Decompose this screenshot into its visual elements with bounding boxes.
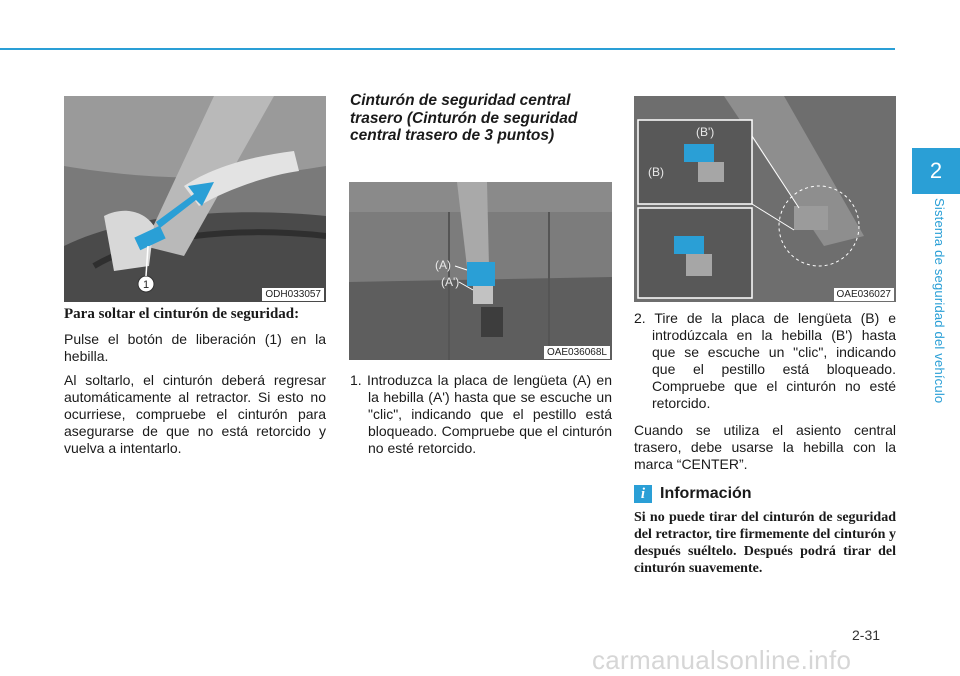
chapter-side-title: Sistema de seguridad del vehículo	[932, 198, 947, 404]
center-belt-heading: Cinturón de seguridad central trasero (Cinturón de seguridad central trasero de 3 puntos)	[350, 92, 578, 144]
info-header	[634, 485, 896, 503]
buckle-insert-illustration	[634, 96, 896, 302]
figure-center-belt-buckle	[349, 182, 612, 360]
chapter-tab: 2	[912, 148, 960, 194]
release-heading: Para soltar el cinturón de seguridad:	[64, 306, 300, 322]
step-2: 2. Tire de la placa de lengüeta (B) e introdúzcala en la hebilla (B') hasta que se escuche un "clic", indicando que el pestillo está bloqueado. Compruebe que el cinturón no esté retorcido.	[634, 310, 896, 411]
step-1: 1. Introduzca la placa de lengüeta (A) en la hebilla (A') hasta que se escuche un "clic", indicando que el pestillo está bloqueado. Compruebe que el cinturón no esté retorcido.	[350, 372, 612, 456]
label-b: (B)	[648, 165, 664, 179]
figure-code: OAE036027	[834, 288, 895, 301]
release-paragraph-2: Al soltarlo, el cinturón deberá regresar automáticamente al retractor. Si esto no ocurriese, compruebe el cinturón para asegurarse de que no está retorcido y vuelva a intentarlo.	[64, 372, 326, 456]
column-1	[64, 306, 326, 464]
center-buckle-paragraph: Cuando se utiliza el asiento central trasero, debe usarse la hebilla con la marca “CENTER”.	[634, 422, 896, 472]
callout-1: 1	[142, 279, 150, 291]
figure-buckle-insert	[634, 96, 896, 302]
label-a-prime: (A')	[441, 275, 460, 289]
column-3	[634, 310, 896, 577]
release-buckle-illustration	[64, 96, 326, 302]
label-b-prime: (B')	[696, 125, 715, 139]
info-icon: i	[634, 485, 652, 503]
center-belt-illustration	[349, 182, 612, 360]
page-number: 2-31	[852, 627, 881, 643]
column-2	[350, 92, 612, 145]
figure-code: ODH033057	[262, 288, 324, 301]
figure-code: OAE036068L	[544, 346, 610, 359]
release-paragraph-1: Pulse el botón de liberación (1) en la hebilla.	[64, 331, 326, 364]
figure-release-buckle	[64, 96, 326, 302]
info-title: Información	[660, 485, 752, 502]
label-a: (A)	[435, 258, 451, 272]
watermark: carmanualsonline.info	[592, 645, 852, 675]
info-body: Si no puede tirar del cinturón de seguridad del retractor, tire firmemente del cinturón y después suéltelo. Después podrá tirar del cinturón suavemente.	[634, 510, 896, 576]
top-rule	[0, 48, 895, 50]
column-2-steps	[350, 372, 612, 467]
